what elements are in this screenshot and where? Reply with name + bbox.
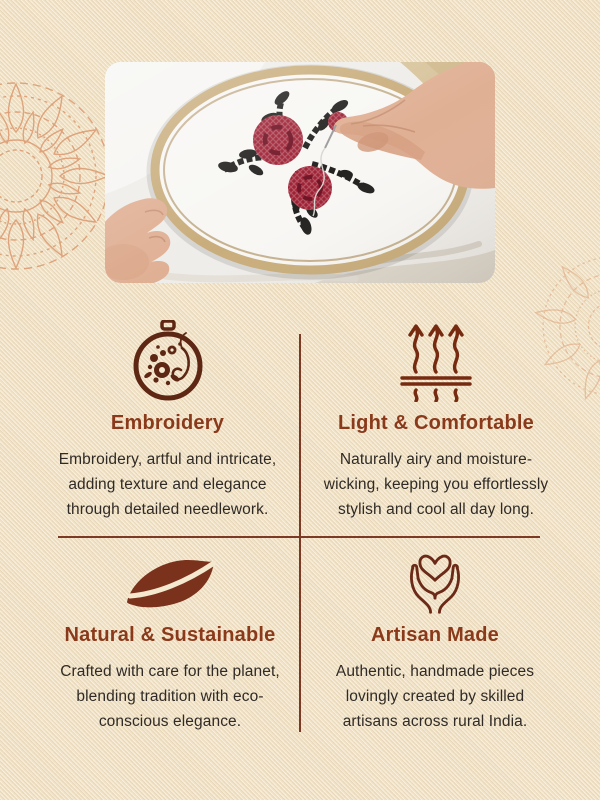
hero-photo-embroidery — [105, 62, 495, 283]
feature-title: Artisan Made — [371, 624, 499, 646]
hands-holding-heart-icon — [402, 550, 468, 614]
feature-embroidery — [45, 320, 290, 522]
hands-embroidering-photo-illustration — [105, 62, 495, 283]
embroidery-hoop-icon — [130, 320, 206, 402]
feature-description: Authentic, handmade pieces lovingly created by skilled artisans across rural India. — [335, 663, 535, 730]
feature-description: Embroidery, artful and intricate, adding texture and elegance through detailed needlework. — [58, 451, 277, 518]
feature-light-comfortable — [312, 320, 560, 522]
feature-description: Crafted with care for the planet, blending tradition with eco-conscious elegance. — [60, 663, 280, 730]
feature-artisan-made — [310, 550, 560, 734]
feature-natural-sustainable — [40, 550, 300, 734]
mandala-ornament-left — [0, 76, 116, 276]
feature-title: Light & Comfortable — [337, 412, 534, 434]
feature-description: Naturally airy and moisture-wicking, keeping you effortlessly stylish and cool all day long. — [323, 451, 549, 518]
feature-title: Natural & Sustainable — [64, 624, 276, 646]
horizontal-divider — [58, 536, 540, 538]
leaf-icon — [124, 550, 216, 614]
breathable-fabric-icon — [400, 320, 472, 402]
feature-title: Embroidery — [110, 412, 225, 434]
